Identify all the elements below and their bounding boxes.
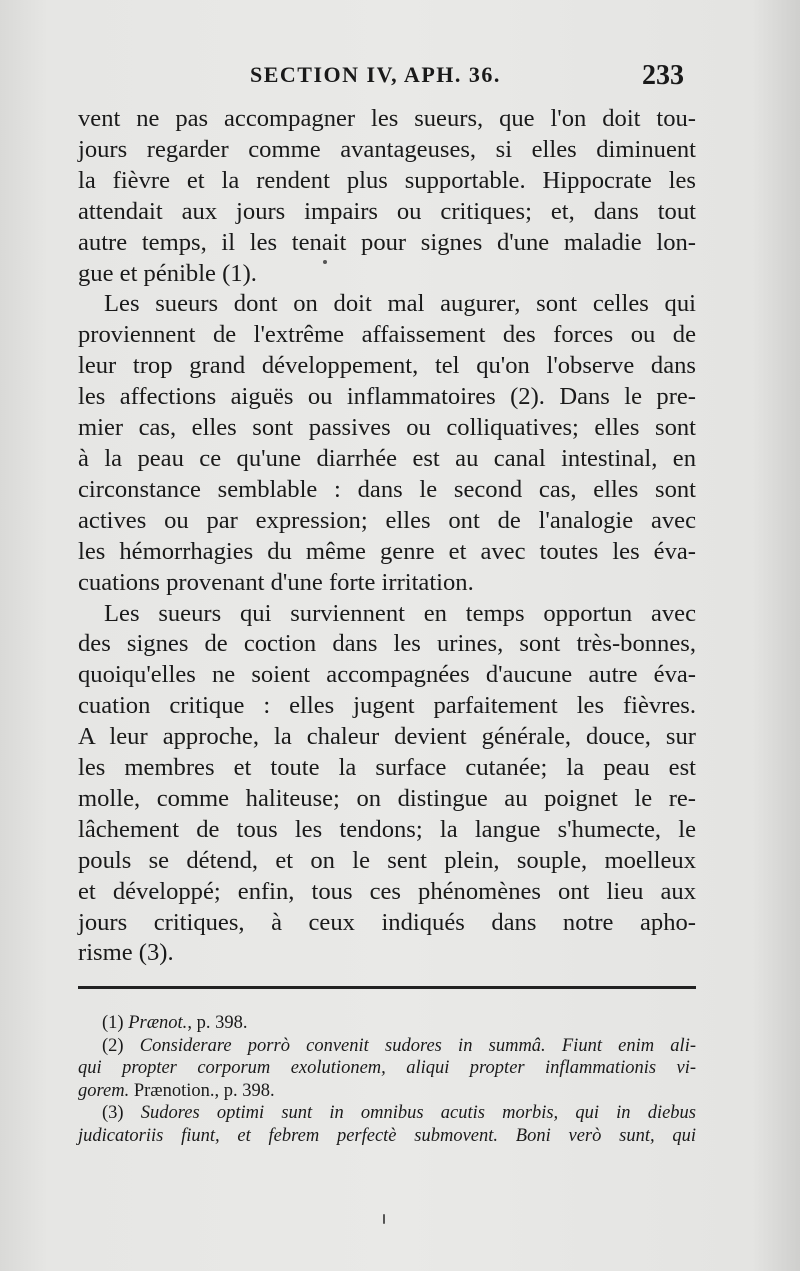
text-line: à la peau ce qu'une diarrhée est au canal intestinal, en: [78, 444, 696, 472]
text-line: leur trop grand développement, tel qu'on l'observe dans: [78, 352, 696, 380]
text-line: jours regarder comme avantageuses, si elles diminuent: [78, 135, 696, 163]
footnote-2-line-3: [78, 1080, 696, 1103]
page-number: 233: [642, 60, 684, 91]
paper-speck: [383, 1214, 385, 1224]
text-line: jours critiques, à ceux indiqués dans notre apho-: [78, 908, 696, 936]
text-line: Les sueurs qui surviennent en temps opportun avec: [104, 599, 696, 627]
text-line: les affections aiguës ou inflammatoires (2). Dans le pre-: [78, 383, 696, 411]
footnote-rule: [78, 986, 696, 989]
main-text: [78, 104, 696, 969]
text-line: risme (3).: [78, 939, 174, 967]
footnote-text: Considerare porrò convenit sudores in summâ. Fiunt enim ali-: [139, 1035, 697, 1056]
text-line: molle, comme haliteuse; on distingue au poignet le re-: [78, 784, 696, 812]
footnote-text: gorem.: [78, 1080, 130, 1101]
text-line: mier cas, elles sont passives ou colliquatives; elles sont: [78, 414, 696, 442]
footnote-3-line-2: judicatoriis fiunt, et febrem perfectè submovent. Boni verò sunt, qui: [78, 1125, 696, 1146]
footnote-marker: (2): [102, 1035, 124, 1056]
footnote-marker: (3): [102, 1103, 124, 1124]
text-line: cuations provenant d'une forte irritation.: [78, 568, 474, 596]
footnotes: [78, 1012, 696, 1148]
text-line: et développé; enfin, tous ces phénomènes ont lieu aux: [78, 877, 696, 905]
paragraph-3: [78, 599, 696, 970]
text-line: lâchement de tous les tendons; la langue s'humecte, le: [78, 815, 696, 843]
text-line: vent ne pas accompagner les sueurs, que l'on doit tou-: [78, 105, 696, 132]
footnote-page: , p. 398.: [187, 1013, 248, 1033]
footnote-3-line-1: [78, 1102, 696, 1125]
footnote-text: Sudores optimi sunt in omnibus acutis morbis, qui in diebus: [140, 1103, 697, 1124]
text-line: les hémorrhagies du même genre et avec toutes les éva-: [78, 537, 696, 565]
running-head: SECTION IV, APH. 36.: [250, 62, 501, 87]
text-line: proviennent de l'extrême affaissement des forces ou de: [78, 321, 696, 349]
text-line: attendait aux jours impairs ou critiques; et, dans tout: [78, 197, 696, 225]
footnote-marker: (1): [102, 1013, 124, 1033]
text-line: quoiqu'elles ne soient accompagnées d'aucune autre éva-: [78, 661, 696, 689]
footnote-reference: Prænot.: [128, 1013, 188, 1033]
footnote-2-line-1: [78, 1035, 696, 1058]
text-line: les membres et toute la surface cutanée; la peau est: [78, 754, 696, 782]
text-line: cuation critique : elles jugent parfaitement les fièvres.: [78, 692, 696, 720]
text-line: pouls se détend, et on le sent plein, souple, moelleux: [78, 846, 696, 874]
text-line: des signes de coction dans les urines, sont très-bonnes,: [78, 630, 696, 658]
footnote-reference: Prænotion., p. 398.: [129, 1080, 275, 1101]
footnote-1: [78, 1012, 696, 1035]
text-line: la fièvre et la rendent plus supportable. Hippocrate les: [78, 166, 696, 194]
text-line: actives ou par expression; elles ont de l'analogie avec: [78, 506, 696, 534]
page-header: [0, 60, 800, 92]
paragraph-2: [78, 289, 696, 598]
text-line: circonstance semblable : dans le second cas, elles sont: [78, 475, 696, 503]
footnote-2-line-2: qui propter corporum exolutionem, aliqui propter inflammationis vi-: [78, 1058, 696, 1079]
text-line: A leur approche, la chaleur devient générale, douce, sur: [78, 723, 696, 751]
paragraph-1: [78, 104, 696, 289]
paper-speck: [323, 260, 327, 264]
text-line: Les sueurs dont on doit mal augurer, sont celles qui: [104, 290, 696, 318]
text-line: autre temps, il les tenait pour signes d'une maladie lon-: [78, 228, 696, 256]
text-line: gue et pénible (1).: [78, 259, 257, 287]
